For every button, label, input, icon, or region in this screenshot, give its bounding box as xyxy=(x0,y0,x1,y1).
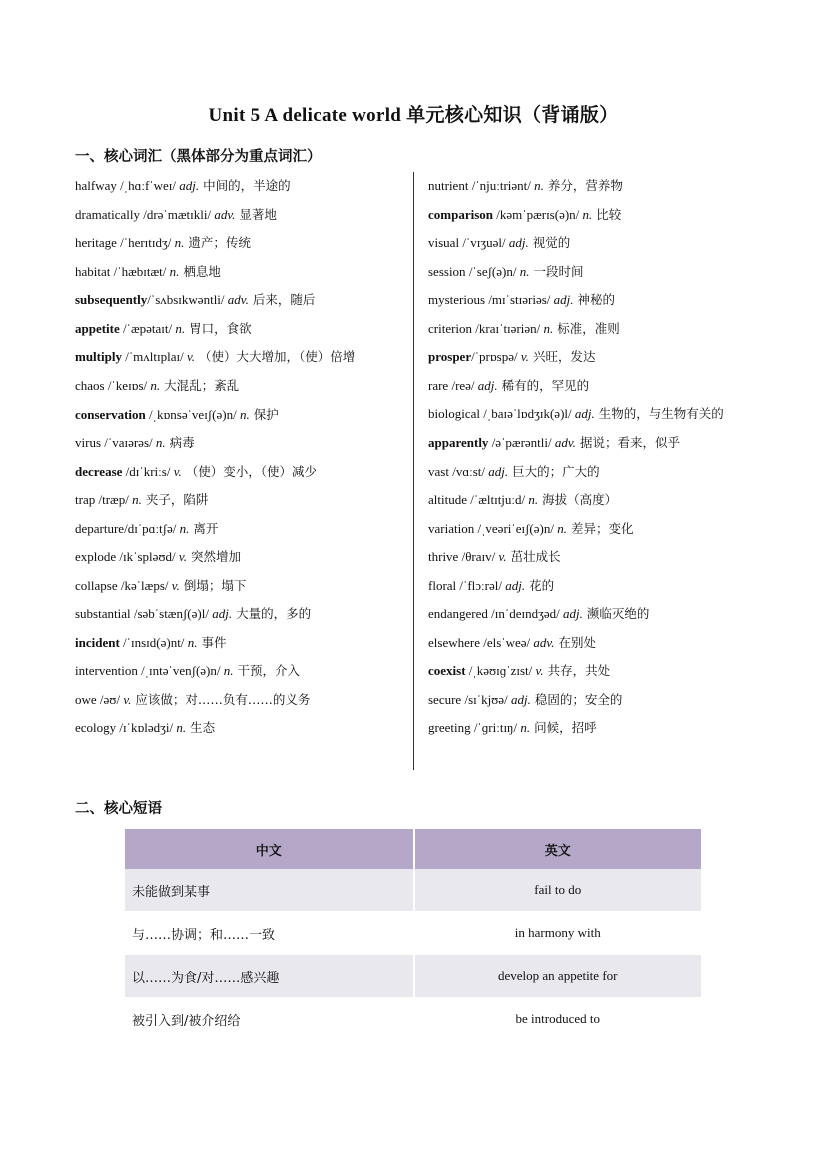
vocab-meaning: 大混乱；紊乱 xyxy=(164,378,240,393)
vocab-phonetic: /ˌkəʊɪɡˈzɪst/ xyxy=(465,663,533,678)
vocab-entry xyxy=(428,600,758,629)
vocab-part-of-speech: adj. xyxy=(505,235,529,250)
vocab-word: elsewhere xyxy=(428,634,480,650)
vocab-part-of-speech: v. xyxy=(517,349,529,364)
vocab-phonetic: /ɪˈkɒlədʒi/ xyxy=(116,720,174,735)
vocab-phonetic: /sɪˈkjʊə/ xyxy=(461,691,508,707)
vocab-meaning: 中间的，半途的 xyxy=(203,178,291,193)
vocab-word: floral xyxy=(428,577,457,593)
vocab-word: nutrient xyxy=(428,178,469,193)
vocab-phonetic: /ˌbaɪəˈlɒdʒɪk(ə)l/ xyxy=(480,406,572,421)
vocab-word: subsequently xyxy=(75,292,148,307)
phrases-table xyxy=(125,829,703,1041)
vocab-phonetic: /ˌveəriˈeɪʃ(ə)n/ xyxy=(474,520,554,536)
vocab-entry xyxy=(75,486,405,515)
vocab-entry xyxy=(428,515,758,544)
vocab-entry xyxy=(428,258,758,287)
vocab-phonetic: /ˌhɑːfˈweɪ/ xyxy=(116,178,177,193)
vocab-meaning: 兴旺，发达 xyxy=(532,349,596,364)
vocab-meaning: 栖息地 xyxy=(183,263,221,279)
vocab-phonetic: /dɪˈkriːs/ xyxy=(122,463,171,479)
vocab-entry xyxy=(75,229,405,258)
vocab-part-of-speech: n. xyxy=(152,435,166,450)
vocab-word: incident xyxy=(75,634,120,650)
vocab-word: greeting xyxy=(428,720,471,735)
vocab-word: multiply xyxy=(75,349,122,364)
vocab-part-of-speech: adj. xyxy=(208,606,233,621)
vocab-meaning: 巨大的；广大的 xyxy=(512,463,600,479)
vocab-phonetic: /əˈpærəntli/ xyxy=(488,435,552,450)
vocab-word: biological xyxy=(428,406,480,421)
vocab-part-of-speech: n. xyxy=(553,520,567,536)
vocab-meaning: 胃口，食欲 xyxy=(189,320,252,336)
vocab-phonetic: /kəˈlæps/ xyxy=(117,577,169,593)
vocab-part-of-speech: adv. xyxy=(211,206,236,222)
vocab-entry xyxy=(75,543,405,572)
vocab-part-of-speech: adv. xyxy=(530,634,555,650)
vocab-phonetic: /ˌkɒnsəˈveɪʃ(ə)n/ xyxy=(145,406,237,422)
vocab-meaning: 事件 xyxy=(201,634,227,650)
phrase-english: develop an appetite for xyxy=(414,955,703,998)
vocab-entry xyxy=(75,401,405,430)
vocab-meaning: 养分，营养物 xyxy=(547,178,623,193)
vocab-part-of-speech: n. xyxy=(176,520,190,536)
vocab-phonetic: /kraɪˈtɪəriən/ xyxy=(472,320,541,336)
vocab-entry xyxy=(428,372,758,401)
vocab-word: halfway xyxy=(75,178,117,193)
vocab-phonetic: /elsˈweə/ xyxy=(479,634,531,650)
vocab-word: departure xyxy=(75,520,125,536)
vocab-word: visual xyxy=(428,235,460,250)
vocab-phonetic: /ɪkˈspləʊd/ xyxy=(116,549,176,564)
vocab-entry xyxy=(75,629,405,658)
vocab-meaning: 共存，共处 xyxy=(547,663,611,678)
vocab-meaning: 大量的，多的 xyxy=(236,606,312,621)
vocab-meaning: 遗产；传统 xyxy=(188,235,251,250)
vocab-part-of-speech: v. xyxy=(170,463,182,479)
vocab-word: intervention xyxy=(75,663,138,678)
vocab-phonetic: /ˈmʌltɪplaɪ/ xyxy=(121,349,184,364)
vocab-meaning: 夹子，陷阱 xyxy=(145,492,209,507)
vocab-meaning: 显著地 xyxy=(239,206,277,222)
vocab-entry xyxy=(428,657,758,686)
vocab-meaning: 据说；看来，似乎 xyxy=(579,435,680,450)
vocab-word: trap xyxy=(75,492,96,507)
vocab-part-of-speech: adj. xyxy=(502,577,526,593)
vocab-part-of-speech: n. xyxy=(540,320,554,336)
vocab-part-of-speech: n. xyxy=(171,235,185,250)
vocab-word: criterion xyxy=(428,320,473,336)
vocab-word: dramatically xyxy=(75,206,140,222)
vocab-phonetic: /ˈherɪtɪdʒ/ xyxy=(116,235,172,250)
vocab-meaning: 生态 xyxy=(190,720,216,735)
vocab-meaning: 差异；变化 xyxy=(570,520,634,536)
vocab-word: decrease xyxy=(75,463,123,479)
vocab-phonetic: /ˈkeɪɒs/ xyxy=(104,378,148,393)
vocab-part-of-speech: n. xyxy=(517,720,531,735)
vocab-meaning: 视觉的 xyxy=(532,235,571,250)
vocab-entry xyxy=(75,201,405,230)
vocab-phonetic: /ɪnˈdeɪndʒəd/ xyxy=(487,606,560,621)
vocab-word: conservation xyxy=(75,406,146,422)
vocab-entry xyxy=(75,286,405,315)
vocab-part-of-speech: v. xyxy=(120,691,132,707)
vocab-part-of-speech: adv. xyxy=(224,292,249,307)
phrase-english: be introduced to xyxy=(414,998,703,1041)
vocab-meaning: 离开 xyxy=(193,520,219,536)
vocab-word: rare xyxy=(428,377,449,393)
vocab-word: endangered xyxy=(428,606,488,621)
vocab-word: thrive xyxy=(428,549,459,564)
vocab-part-of-speech: n. xyxy=(173,720,187,735)
vocab-entry xyxy=(75,458,405,487)
vocab-entry xyxy=(428,686,758,715)
vocab-part-of-speech: v. xyxy=(168,577,180,593)
vocab-entry xyxy=(428,201,758,230)
vocab-part-of-speech: adj. xyxy=(550,292,574,307)
phrase-english: fail to do xyxy=(414,869,703,912)
vocab-word: chaos xyxy=(75,378,105,393)
table-row xyxy=(125,998,702,1041)
vocab-word: appetite xyxy=(75,320,120,336)
vocab-phonetic: /drəˈmætɪkli/ xyxy=(139,206,212,222)
vocab-word: explode xyxy=(75,549,117,564)
vocab-word: vast xyxy=(428,463,449,479)
vocab-entry xyxy=(428,486,758,515)
vocab-list-left xyxy=(75,172,405,743)
vocab-phonetic: /reə/ xyxy=(448,377,475,393)
vocab-entry xyxy=(428,629,758,658)
vocab-part-of-speech: v. xyxy=(495,549,507,564)
vocab-entry xyxy=(428,315,758,344)
vocab-part-of-speech: v. xyxy=(532,663,544,678)
vocab-phonetic: /ˈɡriːtɪŋ/ xyxy=(470,720,518,735)
vocab-meaning: 花的 xyxy=(529,577,555,593)
vocab-phonetic: /θraɪv/ xyxy=(458,549,496,564)
vocab-entry xyxy=(75,714,405,743)
header-english: 英文 xyxy=(414,829,703,869)
vocab-phonetic: /əʊ/ xyxy=(96,691,121,707)
vocab-phonetic: /vɑːst/ xyxy=(448,463,486,479)
table-row xyxy=(125,869,702,912)
vocab-meaning: 在别处 xyxy=(558,634,596,650)
vocab-part-of-speech: n. xyxy=(128,492,142,507)
vocab-phonetic: /ˈprɒspə/ xyxy=(471,349,518,364)
vocab-part-of-speech: adj. xyxy=(507,691,531,707)
vocab-part-of-speech: n. xyxy=(516,263,530,279)
vocab-entry xyxy=(75,429,405,458)
vocab-part-of-speech: adj. xyxy=(474,377,498,393)
vocab-part-of-speech: n. xyxy=(172,320,186,336)
vocab-phonetic: /ˈvɪʒuəl/ xyxy=(459,235,506,250)
vocab-meaning: 稳固的；安全的 xyxy=(534,691,623,707)
vocab-part-of-speech: n. xyxy=(184,634,198,650)
vocab-entry xyxy=(75,372,405,401)
vocab-entry xyxy=(428,400,758,429)
vocab-part-of-speech: adj. xyxy=(485,463,509,479)
vocab-entry xyxy=(75,515,405,544)
vocab-meaning: 濒临灭绝的 xyxy=(586,606,650,621)
vocab-entry xyxy=(428,286,758,315)
vocab-part-of-speech: n. xyxy=(147,378,161,393)
vocab-word: secure xyxy=(428,691,462,707)
section-heading-phrases: 二、核心短语 xyxy=(75,801,162,817)
vocab-part-of-speech: n. xyxy=(236,406,250,422)
table-row xyxy=(125,955,702,998)
vocab-meaning: 茁壮成长 xyxy=(510,549,561,564)
vocab-entry xyxy=(75,258,405,287)
vocab-meaning: 稀有的，罕见的 xyxy=(501,377,590,393)
vocab-phonetic: /ˈhæbɪtæt/ xyxy=(110,263,167,279)
vocab-meaning: 突然增加 xyxy=(190,549,241,564)
vocab-part-of-speech: v. xyxy=(175,549,187,564)
table-row xyxy=(125,912,702,955)
vocab-phonetic: /dɪˈpɑːtʃə/ xyxy=(124,520,177,536)
vocab-part-of-speech: n. xyxy=(220,663,234,678)
vocab-meaning: 病毒 xyxy=(169,435,195,450)
vocab-word: comparison xyxy=(428,206,493,222)
vocab-part-of-speech: n. xyxy=(166,263,180,279)
vocab-word: owe xyxy=(75,691,97,707)
vocab-entry xyxy=(75,572,405,601)
vocab-word: altitude xyxy=(428,492,467,507)
vocab-entry xyxy=(75,686,405,715)
vocab-part-of-speech: n. xyxy=(579,206,593,222)
vocab-entry xyxy=(75,657,405,686)
vocab-entry xyxy=(75,343,405,372)
vocab-list-right xyxy=(428,172,758,743)
vocab-phonetic: /træp/ xyxy=(95,492,129,507)
vocab-word: virus xyxy=(75,435,101,450)
vocab-entry xyxy=(428,429,758,458)
vocab-phonetic: /ˈvaɪərəs/ xyxy=(101,435,153,450)
vocab-word: ecology xyxy=(75,720,117,735)
phrase-chinese: 与……协调；和……一致 xyxy=(125,912,414,955)
vocab-phonetic: /ˈflɔːrəl/ xyxy=(456,577,502,593)
vocab-meaning: 保护 xyxy=(253,406,279,422)
vocab-phonetic: /ˈseʃ(ə)n/ xyxy=(465,263,517,279)
vocab-entry xyxy=(75,315,405,344)
vocab-word: coexist xyxy=(428,663,466,678)
phrases-table-header-row xyxy=(125,829,702,869)
vocab-word: substantial xyxy=(75,606,131,621)
vocab-word: collapse xyxy=(75,577,118,593)
vocab-phonetic: /ˌɪntəˈvenʃ(ə)n/ xyxy=(137,663,221,678)
column-divider xyxy=(413,172,414,770)
vocab-meaning: 后来，随后 xyxy=(252,292,316,307)
section-heading-vocabulary: 一、核心词汇（黑体部分为重点词汇） xyxy=(75,149,322,165)
vocab-meaning: 倒塌；塌下 xyxy=(183,577,247,593)
vocab-meaning: 干预，介入 xyxy=(237,663,300,678)
phrase-chinese: 未能做到某事 xyxy=(125,869,414,912)
vocab-entry xyxy=(428,458,758,487)
vocab-word: apparently xyxy=(428,435,489,450)
vocab-meaning: 神秘的 xyxy=(577,292,616,307)
vocab-meaning: 生物的，与生物有关的 xyxy=(598,406,724,421)
header-chinese: 中文 xyxy=(125,829,414,869)
vocab-part-of-speech: adv. xyxy=(551,435,576,450)
vocab-part-of-speech: adj. xyxy=(176,178,200,193)
vocab-part-of-speech: adj. xyxy=(559,606,583,621)
vocab-phonetic: /ˈæpətaɪt/ xyxy=(119,320,173,336)
vocab-part-of-speech: adj. xyxy=(571,406,595,421)
vocab-part-of-speech: v. xyxy=(183,349,196,364)
vocab-entry xyxy=(428,572,758,601)
phrase-chinese: 以……为食/对……感兴趣 xyxy=(125,955,414,998)
vocab-entry xyxy=(428,229,758,258)
phrase-chinese: 被引入到/被介绍给 xyxy=(125,998,414,1041)
vocab-word: habitat xyxy=(75,263,111,279)
vocab-meaning: 比较 xyxy=(596,206,622,222)
vocab-word: variation xyxy=(428,520,475,536)
vocab-phonetic: /mɪˈstɪəriəs/ xyxy=(485,292,551,307)
vocab-entry xyxy=(428,343,758,372)
vocab-entry xyxy=(75,600,405,629)
vocab-entry xyxy=(75,172,405,201)
vocab-word: heritage xyxy=(75,235,117,250)
vocab-phonetic: /ˈnjuːtriənt/ xyxy=(468,178,531,193)
vocab-word: prosper xyxy=(428,349,472,364)
vocab-entry xyxy=(428,543,758,572)
vocab-phonetic: /ˈsʌbsɪkwəntli/ xyxy=(147,292,225,307)
phrase-english: in harmony with xyxy=(414,912,703,955)
vocab-meaning: （使）变小，（使）减少 xyxy=(185,463,318,479)
vocab-word: mysterious xyxy=(428,292,486,307)
vocab-phonetic: /ˈæltɪtjuːd/ xyxy=(467,492,526,507)
vocab-meaning: 应该做；对……负有……的义务 xyxy=(135,691,311,707)
vocab-meaning: 标准，准则 xyxy=(557,320,620,336)
vocab-meaning: （使）大大增加，（使）倍增 xyxy=(199,349,356,364)
vocab-part-of-speech: n. xyxy=(525,492,539,507)
vocab-phonetic: /kəmˈpærɪs(ə)n/ xyxy=(493,206,580,222)
vocab-meaning: 一段时间 xyxy=(533,263,584,279)
vocab-entry xyxy=(428,172,758,201)
vocab-phonetic: /ˈɪnsɪd(ə)nt/ xyxy=(119,634,185,650)
vocab-part-of-speech: n. xyxy=(530,178,544,193)
vocab-meaning: 海拔（高度） xyxy=(542,492,618,507)
vocab-word: session xyxy=(428,263,466,279)
vocab-phonetic: /səbˈstænʃ(ə)l/ xyxy=(130,606,209,621)
vocab-meaning: 问候，招呼 xyxy=(534,720,597,735)
page-title: Unit 5 A delicate world 单元核心知识（背诵版） xyxy=(208,105,619,126)
vocab-entry xyxy=(428,714,758,743)
